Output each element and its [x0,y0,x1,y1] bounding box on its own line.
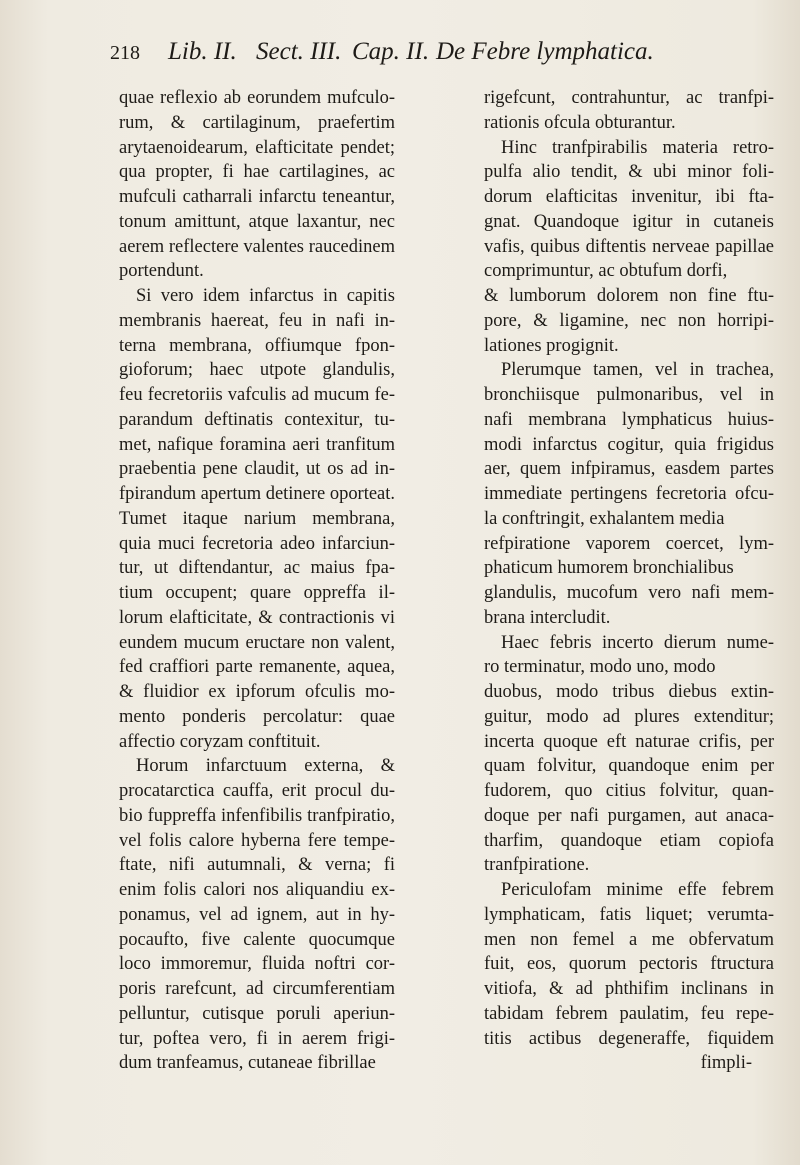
text-line: bio fuppreffa infenfibilis tranfpiratio, [119,805,395,826]
text-line: tium occupent; quare oppreffa il- [119,583,395,603]
right-text-column [484,86,774,1076]
text-line: tonum amittunt, atque laxantur, nec [119,211,395,232]
text-line: & fluidior ex ipforum ofculis mo- [119,682,395,702]
text-line: vel folis calore hyberna fere tempe- [119,830,395,851]
text-line: immediate pertingens fecretoria ofcu- [484,484,774,504]
text-line: Haec febris incerto dierum nume- [501,632,774,653]
text-line: portendunt. [119,261,204,282]
text-line: lymphaticam, fatis liquet; verumta- [484,904,774,925]
text-line: feu fecretoriis vafculis ad mucum fe- [119,385,395,405]
text-line: bronchiisque pulmonaribus, vel in [484,385,774,405]
text-line: la conftringit, exhalantem media [484,508,725,529]
text-line: rigefcunt, contrahuntur, ac tranfpi- [484,88,774,108]
chapter-label: Cap. II. [352,38,430,65]
page-number: 218 [110,42,140,64]
text-line: doque per nafi purgamen, aut anaca- [484,805,774,826]
text-line: quia muci fecretoria adeo infarciun- [119,533,395,554]
text-line: aerem reflectere valentes raucedinem [119,236,395,257]
text-line: gioforum; haec utpote glandulis, [119,360,395,381]
text-line: pelluntur, cutisque poruli aperiun- [119,1003,395,1024]
text-line: membranis haereat, feu in nafi in- [119,310,395,331]
left-text-column [119,86,395,1076]
text-line: Si vero idem infarctus in capitis [136,286,395,306]
text-line: vafis, quibus diftentis nerveae papillae [484,236,774,257]
running-header [80,38,760,74]
text-line: glandulis, mucofum vero nafi mem- [484,583,774,603]
text-line: fpirandum apertum detinere oporteat. [119,484,395,504]
text-line: refpiratione vaporem coercet, lym- [484,533,774,554]
text-line: dum tranfeamus, cutaneae fibrillae [119,1053,376,1074]
text-line: pore, & ligamine, nec non horripi- [484,310,774,331]
text-line: lorum elafticitate, & contractionis vi [119,607,395,628]
text-line: qua propter, fi hae cartilagines, ac [119,162,395,183]
text-line: arytaenoidearum, elafticitate pendet; [119,137,395,158]
text-line: eundem mucum eructare non valent, [119,632,395,653]
text-line: tranfpiratione. [484,855,590,876]
text-line: parandum deftinatis contexitur, tu- [119,409,395,430]
text-line: tur, poftea vero, fi in aerem frigi- [119,1028,395,1049]
text-line: ponamus, vel ad ignem, aut in hy- [119,904,395,925]
text-line: modi infarctus cogitur, quia frigidus [484,434,774,455]
text-line: tabidam febrem paulatim, feu repe- [484,1003,774,1024]
text-line: poris rarefcunt, ad circumferentiam [119,979,395,999]
text-line: affectio coryzam conftituit. [119,731,321,752]
text-line: pulfa alio tendit, & ubi minor foli- [484,162,774,183]
text-line: lationes progignit. [484,335,619,356]
text-line: nafi membrana lymphaticus huius- [484,409,774,430]
text-line: vitiofa, & ad phthifim inclinans in [484,979,774,999]
text-line: met, nafique foramina aeri tranfitum [119,434,395,455]
text-line: Periculofam minime effe febrem [501,880,774,900]
text-line: guitur, modo ad plures extenditur; [484,706,774,727]
text-line: procatarctica cauffa, erit procul du- [119,781,395,801]
text-line: enim folis calori nos aliquandiu ex- [119,880,395,900]
text-line: fuit, eos, quorum pectoris ftructura [484,954,774,975]
text-line: brana intercludit. [484,607,611,628]
text-line: quam folvitur, quandoque enim per [484,756,774,777]
text-line: quae reflexio ab eorundem mufculo- [119,88,395,108]
text-line: Horum infarctuum externa, & [136,756,395,777]
text-line: men non femel a me obfervatum [484,929,774,950]
text-line: fed craffiori parte remanente, aquea, [119,657,395,678]
text-line: duobus, modo tribus diebus extin- [484,682,774,702]
chapter-title: De Febre lymphatica. [436,38,654,65]
text-line: Plerumque tamen, vel in trachea, [501,360,774,381]
text-line: comprimuntur, ac obtufum dorfi, [484,261,728,282]
text-line: terna membrana, offiumque fpon- [119,335,395,356]
text-line: Hinc tranfpirabilis materia retro- [501,137,774,158]
text-line: rum, & cartilaginum, praefertim [119,112,395,133]
text-line: incerta quoque eft naturae crifis, per [484,731,774,752]
text-line: pocaufto, five calente quocumque [119,929,395,950]
text-line: mento ponderis percolatur: quae [119,706,395,727]
text-line: tharfim, quandoque etiam copiofa [484,830,774,851]
text-line: aer, quem infpiramus, easdem partes [484,459,774,480]
text-line: & lumborum dolorem non fine ftu- [484,286,774,306]
text-line: gnat. Quandoque igitur in cutaneis [484,211,774,232]
text-line: mufculi catharrali infarctu teneantur, [119,187,395,207]
text-line: fudorem, quo citius folvitur, quan- [484,781,774,801]
text-line: tur, ut diftendantur, ac maius fpa- [119,558,395,579]
text-line: rationis ofcula obturantur. [484,112,676,133]
text-line: Tumet itaque narium membrana, [119,508,395,529]
text-line: titis actibus degeneraffe, fiquidem [484,1028,774,1049]
text-line: ro terminatur, modo uno, modo [484,657,716,678]
book-label: Lib. II. [168,38,237,65]
text-line: ftate, nifi autumnali, & verna; fi [119,855,395,876]
text-line: phaticum humorem bronchialibus [484,558,734,579]
text-line: loco immoremur, fluida noftri cor- [119,954,395,975]
text-line: dorum elafticitas invenitur, ibi fta- [484,187,774,207]
text-line: praebentia pene claudit, ut os ad in- [119,459,395,480]
text-line: fimpli- [700,1053,752,1074]
section-label: Sect. III. [256,38,342,65]
